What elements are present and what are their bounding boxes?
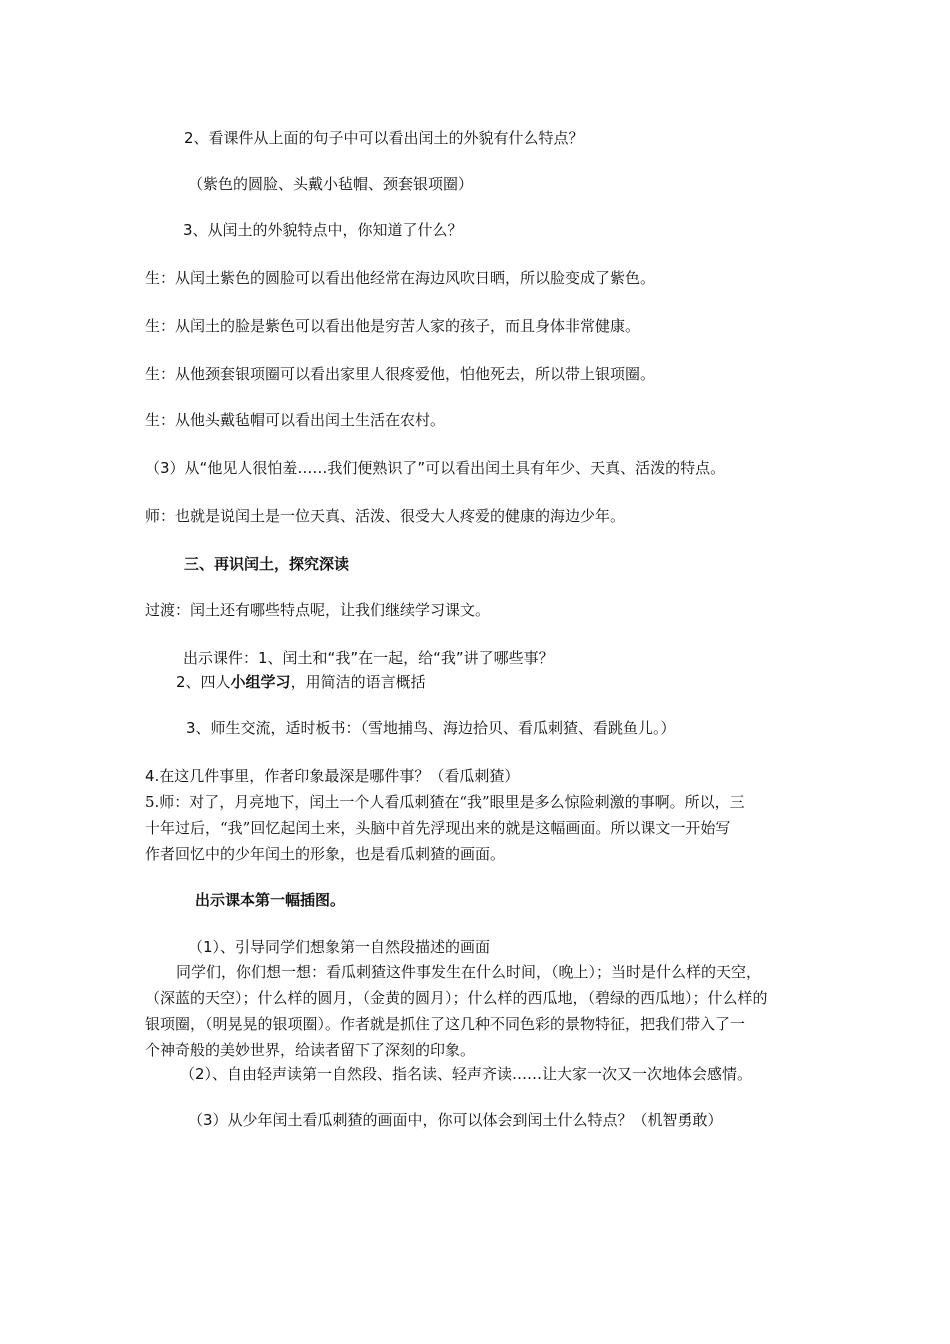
student-answer-2: 生：从闰土的脸是紫色可以看出他是穷苦人家的孩子，而且身体非常健康。 [145,317,641,335]
question-trait: （3）从少年闰土看瓜刺猹的画面中，你可以体会到闰土什么特点？（机智勇敢） [188,1111,723,1129]
question-4: 4.在这几件事里，作者印象最深是哪件事？（看瓜刺猹） [145,767,520,785]
teacher-explanation-3: 作者回忆中的少年闰土的形象，也是看瓜刺猹的画面。 [145,845,506,863]
question-3: 3、从闰土的外貌特点中，你知道了什么？ [183,221,463,239]
board-writing-line: 3、师生交流，适时板书：（雪地捕鸟、海边拾贝、看瓜刺猹、看跳鱼儿。） [186,719,676,737]
student-answer-1: 生：从闰土紫色的圆脸可以看出他经常在海边风吹日晒，所以脸变成了紫色。 [145,269,656,287]
imagination-paragraph-4: 个神奇般的美妙世界，给读者留下了深刻的印象。 [145,1041,476,1059]
group-study-emphasis: 小组学习 [230,673,291,691]
teacher-summary: 师：也就是说闰土是一位天真、活泼、很受大人疼爱的健康的海边少年。 [145,507,626,525]
teacher-explanation-2: 十年过后，“我”回忆起闰土来，头脑中首先浮现出来的就是这幅画面。所以课文一开始写 [145,819,731,837]
reading-practice: （2）、自由轻声读第一自然段、指名读、轻声齐读……让大家一次又一次地体会感情。 [180,1065,753,1083]
student-answer-3: 生：从他颈套银项圈可以看出家里人很疼爱他，怕他死去，所以带上银项圈。 [145,365,656,383]
courseware-line: 出示课件：1、闰土和“我”在一起，给“我”讲了哪些事？ [183,649,554,667]
teacher-explanation-1: 5.师：对了，月亮地下，闰土一个人看瓜刺猹在“我”眼里是多么惊险刺激的事啊。所以，三 [145,793,745,811]
transition-line: 过渡：闰土还有哪些特点呢，让我们继续学习课文。 [145,601,491,619]
group-study-line [176,672,426,692]
guide-imagination: （1）、引导同学们想象第一自然段描述的画面 [188,938,491,956]
student-answer-4: 生：从他头戴毡帽可以看出闰土生活在农村。 [145,411,446,429]
illustration-heading: 出示课本第一幅插图。 [195,891,346,909]
imagination-paragraph-1: 同学们，你们想一想：看瓜刺猹这件事发生在什么时间，（晚上）；当时是什么样的天空， [176,963,762,981]
group-study-suffix: ，用简洁的语言概括 [290,673,426,691]
question-2: 2、看课件从上面的句子中可以看出闰土的外貌有什么特点？ [184,129,584,147]
imagination-paragraph-2: （深蓝的天空）；什么样的圆月，（金黄的圆月）；什么样的西瓜地，（碧绿的西瓜地）；什么样的 [145,989,768,1007]
point-3-paragraph: （3）从“他见人很怕羞……我们便熟识了”可以看出闰土具有年少、天真、活泼的特点。 [145,459,726,477]
answer-appearance: （紫色的圆脸、头戴小毡帽、颈套银项圈） [188,175,474,193]
imagination-paragraph-3: 银项圈，（明晃晃的银项圈）。作者就是抓住了这几种不同色彩的景物特征，把我们带入了一 [145,1015,746,1033]
section-heading-3: 三、再识闰土，探究深读 [184,555,350,573]
group-study-prefix: 2、四人 [176,673,231,691]
